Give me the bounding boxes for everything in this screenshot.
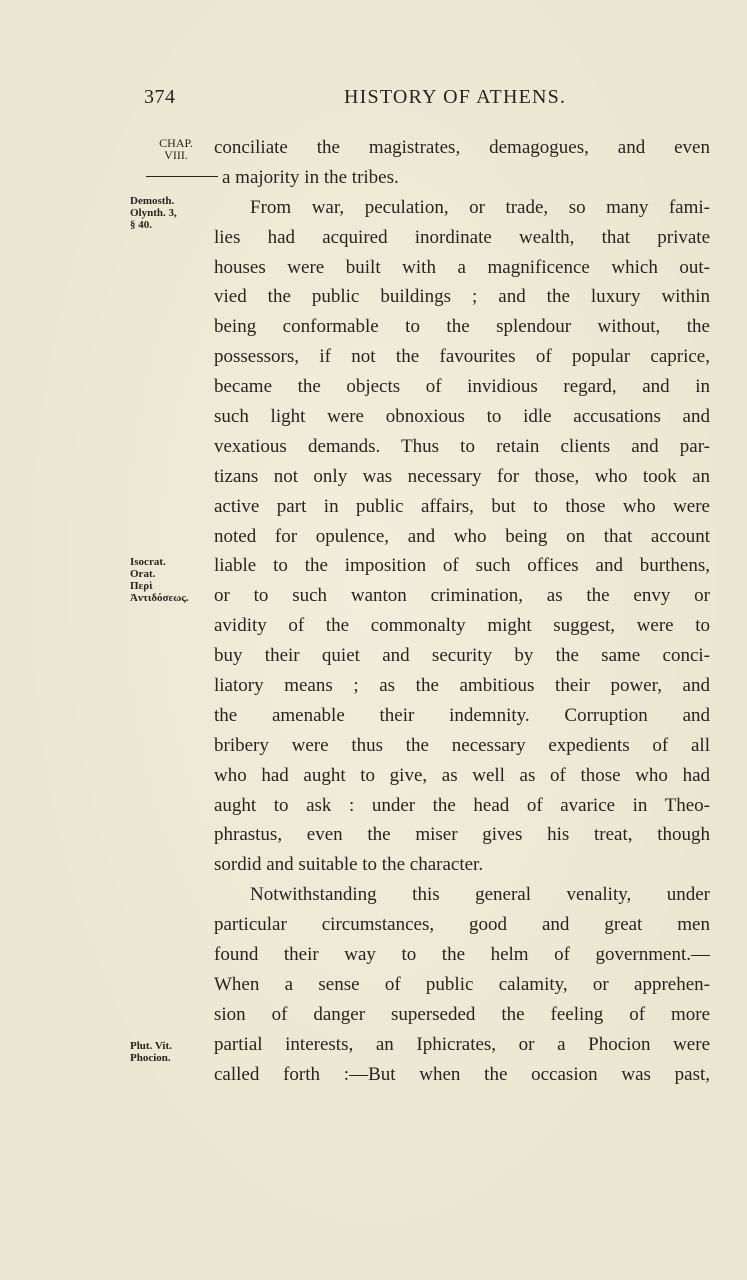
text-line: particular circumstances, good and great men xyxy=(214,914,710,936)
margin-note-line: Demosth. xyxy=(130,195,175,207)
text-line: sion of danger superseded the feeling of more xyxy=(214,1003,710,1025)
margin-note-line: Ἀντιδόσεως. xyxy=(130,592,189,604)
chapter-marker xyxy=(144,137,208,161)
text-line: possessors, if not the favourites of popular caprice, xyxy=(214,346,710,368)
text-line: or to such wanton crimination, as the envy or xyxy=(214,585,710,607)
margin-note-line: Olynth. 3, xyxy=(130,207,177,219)
margin-note-line: § 40. xyxy=(130,219,152,231)
chapter-rule xyxy=(146,176,218,177)
margin-note-line: Isocrat. xyxy=(130,556,166,568)
margin-note-line: Phocion. xyxy=(130,1052,171,1064)
margin-note-demosthenes xyxy=(130,195,177,231)
text-line: a majority in the tribes. xyxy=(222,166,399,188)
text-line: bribery were thus the necessary expedients of all xyxy=(214,734,710,756)
text-line: became the objects of invidious regard, and in xyxy=(214,376,710,398)
page-header xyxy=(0,86,747,114)
text-line: the amenable their indemnity. Corruption and xyxy=(214,704,710,726)
margin-note-line: Orat. xyxy=(130,568,156,580)
text-line: aught to ask : under the head of avarice in Theo- xyxy=(214,794,710,816)
chapter-number: VIII. xyxy=(164,148,188,162)
text-line: who had aught to give, as well as of those who had xyxy=(214,764,710,786)
text-line: liatory means ; as the ambitious their power, and xyxy=(214,675,710,697)
text-line: being conformable to the splendour without, the xyxy=(214,316,710,338)
text-line: avidity of the commonalty might suggest, were to xyxy=(214,615,710,637)
text-line: partial interests, an Iphicrates, or a Phocion were xyxy=(214,1033,710,1055)
text-line: such light were obnoxious to idle accusations and xyxy=(214,406,710,428)
margin-note-line: Περὶ xyxy=(130,580,153,592)
text-line: tizans not only was necessary for those, who took an xyxy=(214,465,710,487)
text-line: vexatious demands. Thus to retain clients and par- xyxy=(214,435,710,457)
text-line: found their way to the helm of government.— xyxy=(214,944,710,966)
body-text xyxy=(214,133,710,1090)
text-line: conciliate the magistrates, demagogues, and even xyxy=(214,137,710,158)
text-line: Notwithstanding this general venality, under xyxy=(250,884,710,906)
chapter-label: CHAP. xyxy=(159,136,193,150)
text-line: liable to the imposition of such offices and burthens, xyxy=(214,555,710,577)
text-line: When a sense of public calamity, or apprehen- xyxy=(214,973,710,995)
text-line: vied the public buildings ; and the luxury within xyxy=(214,286,710,308)
text-line: lies had acquired inordinate wealth, that private xyxy=(214,226,710,248)
text-line: noted for opulence, and who being on that account xyxy=(214,525,710,547)
text-line: phrastus, even the miser gives his treat, though xyxy=(214,824,710,846)
text-line: called forth :—But when the occasion was past, xyxy=(214,1063,710,1085)
page-number: 374 xyxy=(144,86,176,108)
margin-note-line: Plut. Vit. xyxy=(130,1040,172,1052)
margin-note-plutarch xyxy=(130,1040,172,1064)
text-line: houses were built with a magnificence which out- xyxy=(214,256,710,278)
margin-note-isocrates xyxy=(130,556,189,604)
text-line: active part in public affairs, but to those who were xyxy=(214,495,710,517)
text-line: From war, peculation, or trade, so many fami- xyxy=(250,196,710,218)
text-line: buy their quiet and security by the same conci- xyxy=(214,645,710,667)
text-line: sordid and suitable to the character. xyxy=(214,854,484,876)
running-title: HISTORY OF ATHENS. xyxy=(344,86,567,108)
